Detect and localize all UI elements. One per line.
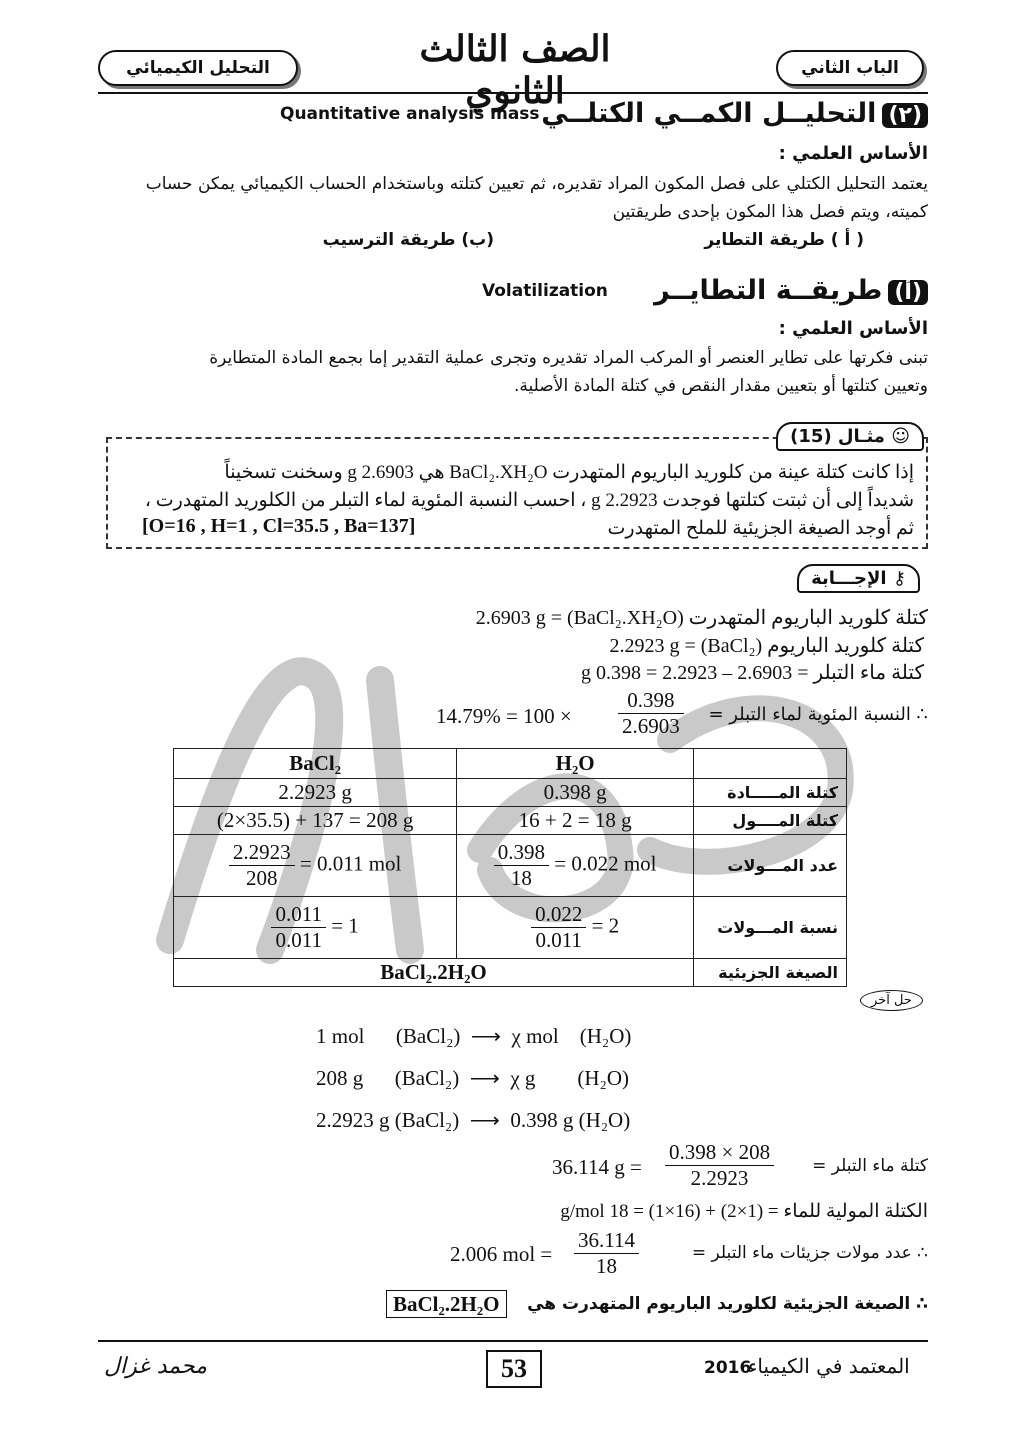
formula-cell: BaCl₂.2H₂O (174, 959, 694, 987)
water-moles-fraction: $\frac{36.114}{18}$ (574, 1228, 639, 1279)
example-line-3: ثم أوجد الصيغة الجزيئية للملح المتهدرت (607, 518, 914, 539)
answer-line-1: كتلة كلوريد الباريوم المتهدرت (BaCl₂.XH₂O) = 2.6903 g (475, 607, 928, 629)
percentage-fraction: $\frac{0.398}{2.6903}$ (618, 688, 684, 739)
section-a-heading: (أ)طريقــة التطايــر (654, 275, 928, 306)
row-label-molar-mass: كتلة المــــول (694, 807, 847, 835)
row-label-moles: عدد المـــولات (694, 835, 847, 897)
answer-line-2: كتلة كلوريد الباريوم (BaCl₂) = 2.2923 g (609, 635, 924, 657)
section-number: (أ) (888, 280, 928, 305)
basis-line-2: كميته، ويتم فصل هذا المكون بإحدى طريقتين (612, 202, 928, 222)
mass-bacl2: 2.2923 g (174, 779, 457, 807)
ratio-bacl2: $\frac{0.011}{0.011}$ = 1 (174, 897, 457, 959)
percentage-result: 14.79% = 100 × (436, 704, 572, 728)
alt-row-2: 208 g (BaCl₂) ⟶ χ g (H₂O) (316, 1066, 630, 1090)
col-header-h2o: H₂O (457, 749, 694, 779)
mass-h2o: 0.398 g (457, 779, 694, 807)
alt-row-1: 1 mol (BaCl₂) ⟶ χ mol (H₂O) (316, 1024, 632, 1048)
alt-row-3: 2.2923 g (BaCl₂) ⟶ 0.398 g (H₂O) (316, 1108, 631, 1132)
section-2-heading: (٢)التحليــل الكمــي الكتلــي (541, 98, 928, 129)
mole-ratio-table (173, 748, 847, 987)
row-label-ratio: نسبة المـــولات (694, 897, 847, 959)
basis-label: الأساس العلمي : (778, 143, 928, 164)
method-b: (ب) طريقة الترسيب (322, 230, 494, 250)
page-header-title: الصف الثالث الثانوي (419, 28, 611, 112)
example-line-2: شديداً إلى أن ثبتت كتلتها فوجدت 2.2923 g ، احسب النسبة المئوية لماء التبلر من الكلوريد المتهدرت ، (144, 490, 914, 511)
water-moles-result: 2.006 mol = (450, 1242, 553, 1266)
example-line-1: إذا كانت كتلة عينة من كلوريد الباريوم المتهدرت BaCl₂.XH₂O هي 2.6903 g وسخنت تسخيناً (224, 462, 914, 483)
footer-author-signature: محمد غزال (104, 1354, 207, 1379)
alt-solution-badge: حل آخر (860, 990, 923, 1011)
ratio-h2o: $\frac{0.022}{0.011}$ = 2 (457, 897, 694, 959)
page-number: 53 (486, 1350, 542, 1388)
row-label-mass: كتلة المـــــادة (694, 779, 847, 807)
col-header-bacl2: BaCl₂ (174, 749, 457, 779)
water-moles-label: ∴ عدد مولات جزيئات ماء التبلر = (691, 1243, 928, 1263)
basis-label: الأساس العلمي : (778, 318, 928, 339)
header-rule (98, 92, 928, 94)
method-a: ( أ ) طريقة التطاير (704, 230, 864, 250)
water-mass-result: 36.114 g = (552, 1155, 642, 1179)
row-label-formula: الصيغة الجزيئية (694, 959, 847, 987)
subject-pill: التحليل الكيميائي (98, 50, 298, 86)
section-a-english: Volatilization (482, 281, 608, 301)
final-formula: BaCl₂.2H₂O (386, 1292, 507, 1317)
water-mass-fraction: $\frac{0.398 \times 208}{2.2923}$ (665, 1140, 774, 1191)
atomic-masses: [O=16 , H=1 , Cl=35.5 , Ba=137] (142, 515, 416, 537)
basis-line-1: يعتمد التحليل الكتلي على فصل المكون المراد تقديره، ثم تعيين كتلته وباستخدام الحساب الكيميائي يمكن حساب (145, 174, 928, 194)
scientist-icon: ☺ (891, 426, 910, 447)
section-2-english: Quantitative analysis mass (280, 104, 540, 124)
final-answer-label: ∴ الصيغة الجزيئية لكلوريد الباريوم المتهدرت هي (527, 1294, 928, 1314)
example-label: ☺ مثـال (15) (776, 422, 924, 451)
molar-mass-h2o: 16 + 2 = 18 g (457, 807, 694, 835)
footer-rule (98, 1340, 928, 1342)
chapter-pill: الباب الثاني (776, 50, 924, 86)
molar-mass-bacl2: (2×35.5) + 137 = 208 g (174, 807, 457, 835)
percentage-label: ∴ النسبة المئوية لماء التبلر = (708, 704, 928, 725)
answer-line-3: كتلة ماء التبلر = 2.6903 – 2.2923 = 0.398 g (580, 662, 924, 684)
footer-book-title: المعتمد في الكيمياء (748, 1354, 910, 1378)
molar-mass-water: الكتلة المولية للماء = (1×2) + (16×1) = 18 g/mol (560, 1201, 928, 1222)
footer-year: 2016 (704, 1358, 752, 1378)
moles-h2o: $\frac{0.398}{18}$ = 0.022 mol (457, 835, 694, 897)
key-icon: ⚷ (892, 568, 906, 589)
water-mass-label: كتلة ماء التبلر = (812, 1156, 928, 1176)
section-number: (٢) (882, 103, 928, 128)
moles-bacl2: $\frac{2.2923}{208}$ = 0.011 mol (174, 835, 457, 897)
basis-line-1: تبنى فكرتها على تطاير العنصر أو المركب المراد تقديره وتجرى عملية التقدير إما بجمع المادة المتطايرة (209, 348, 928, 368)
basis-line-2: وتعيين كتلتها أو بتعيين مقدار النقص في كتلة المادة الأصلية. (514, 376, 928, 396)
answer-label: ⚷ الإجـــابة (797, 564, 920, 593)
